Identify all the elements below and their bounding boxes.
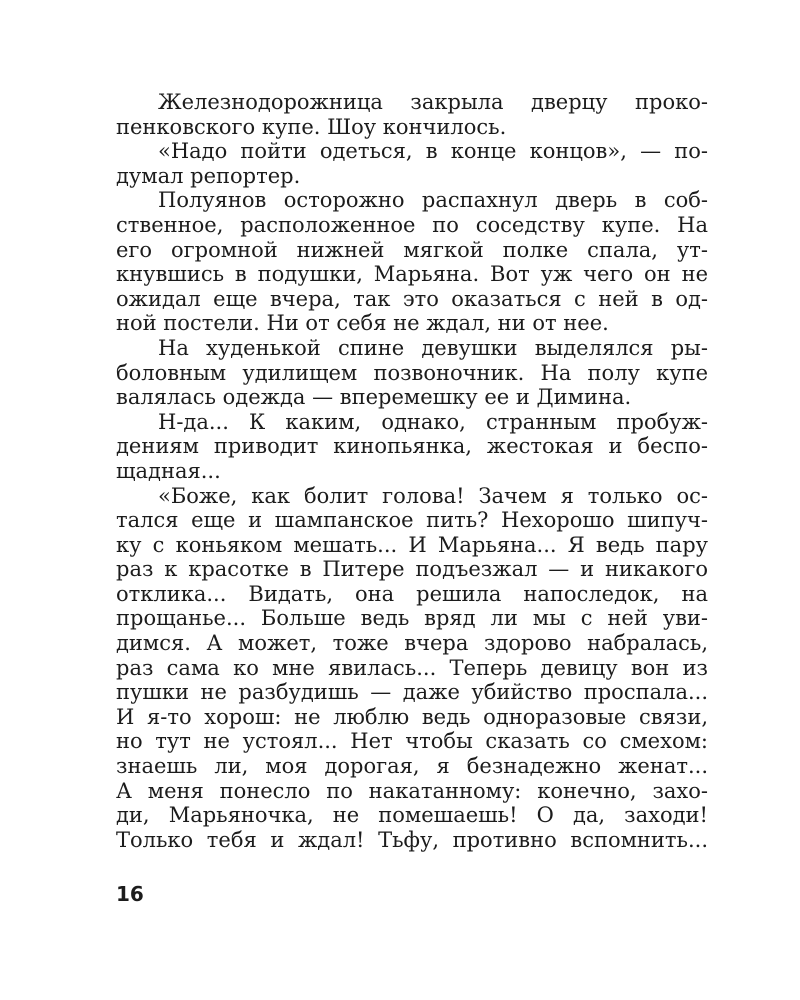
page-number: 16 xyxy=(116,882,144,906)
text-line: ожидал еще вчера, так это оказаться с ней в од- xyxy=(116,286,708,311)
text-line: Только тебя и ждал! Тьфу, противно вспомнить... xyxy=(116,827,708,852)
text-line: пенковского купе. Шоу кончилось. xyxy=(116,114,507,139)
text-line: И я-то хорош: не люблю ведь одноразовые связи, xyxy=(116,704,708,729)
text-line: А меня понесло по накатанному: конечно, захо- xyxy=(116,778,708,803)
text-line: боловным удилищем позвоночник. На полу купе xyxy=(116,360,708,385)
text-line: ди, Марьяночка, не помешаешь! О да, заходи! xyxy=(116,803,708,828)
text-line: «Надо пойти одеться, в конце концов», — по- xyxy=(158,139,708,164)
text-line: тался еще и шампанское пить? Нехорошо шипуч- xyxy=(116,508,708,533)
text-line: кнувшись в подушки, Марьяна. Вот уж чего он не xyxy=(116,262,708,287)
text-line: Полуянов осторожно распахнул дверь в соб- xyxy=(158,188,708,213)
text-line: Железнодорожница закрыла дверцу проко- xyxy=(158,90,708,114)
text-line: думал репортер. xyxy=(116,163,301,188)
text-line: раз к красотке в Питере подъезжал — и никакого xyxy=(116,557,708,582)
text-line: ственное, расположенное по соседству купе. На xyxy=(116,212,708,237)
text-line: ку с коньяком мешать... И Марьяна... Я ведь пару xyxy=(116,532,708,557)
text-line: прощанье... Больше ведь вряд ли мы с ней уви- xyxy=(116,606,708,631)
text-line: но тут не устоял... Нет чтобы сказать со смехом: xyxy=(116,729,708,754)
text-line: ной постели. Ни от себя не ждал, ни от нее. xyxy=(116,311,609,336)
text-line: отклика... Видать, она решила напоследок, на xyxy=(116,581,708,606)
text-line: валялась одежда — вперемешку ее и Димина. xyxy=(116,385,632,410)
text-line: «Боже, как болит голова! Зачем я только ос- xyxy=(158,483,708,508)
text-line: дениям приводит кинопьянка, жестокая и беспо- xyxy=(116,434,708,459)
text-line: димся. А может, тоже вчера здорово набралась, xyxy=(116,631,708,656)
text-line: щадная... xyxy=(116,458,221,483)
text-line: пушки не разбудишь — даже убийство проспала... xyxy=(116,680,708,705)
text-line: На худенькой спине девушки выделялся ры- xyxy=(158,335,708,360)
text-line: Н-да... К каким, однако, странным пробуж- xyxy=(158,409,708,434)
text-line: знаешь ли, моя дорогая, я безнадежно женат... xyxy=(116,754,708,779)
body-text xyxy=(116,90,708,852)
text-line: раз сама ко мне явилась... Теперь девицу вон из xyxy=(116,655,708,680)
text-line: его огромной нижней мягкой полке спала, ут- xyxy=(116,237,708,262)
